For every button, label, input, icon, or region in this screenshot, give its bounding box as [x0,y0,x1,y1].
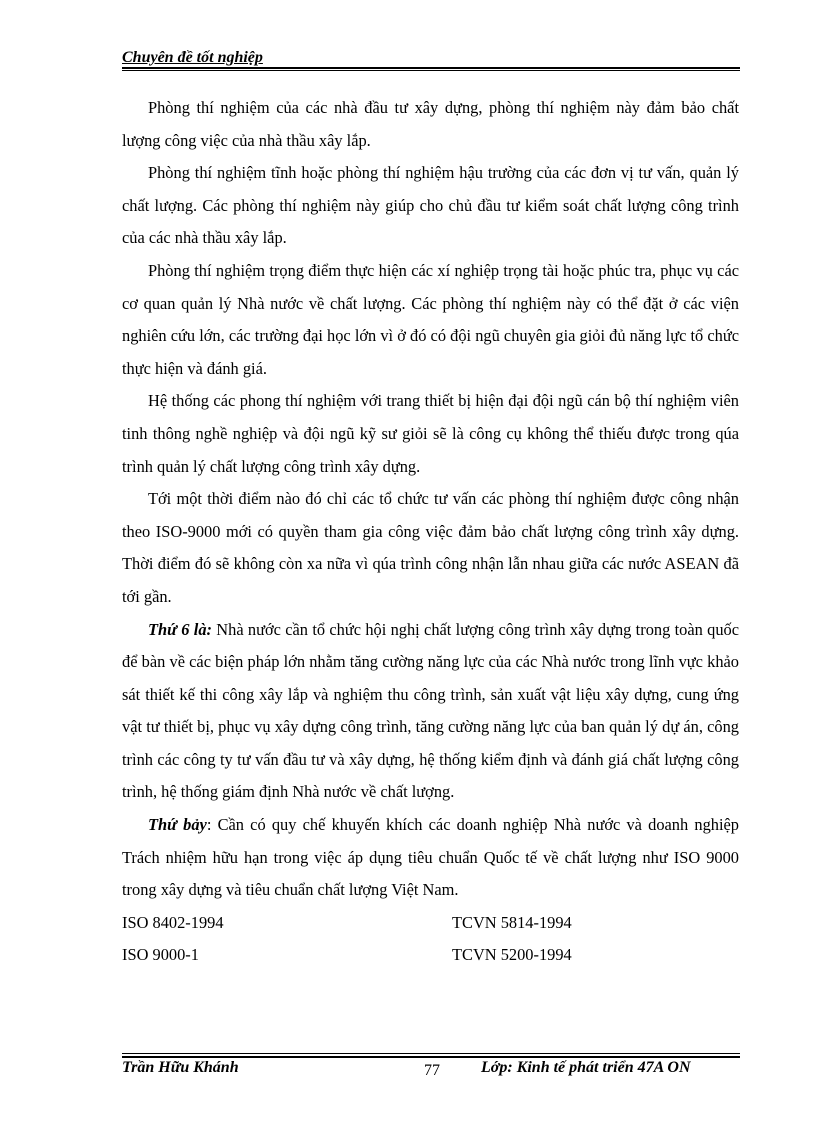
tcvn-standard: TCVN 5814-1994 [452,912,572,932]
standards-row [122,939,739,972]
paragraph-item-6 [122,614,739,810]
header-rule-thin [122,70,740,71]
paragraph: Phòng thí nghiệm của các nhà đầu tư xây dựng, phòng thí nghiệm này đảm bảo chất lượng công việc của nhà thầu xây lắp. [122,98,739,150]
footer-rule [122,1056,740,1058]
item-6-lead: Thứ 6 là: [148,619,212,639]
footer-rule-thin [122,1053,740,1054]
header-rule [122,67,740,69]
paragraph: Hệ thống các phong thí nghiệm với trang thiết bị hiện đại đội ngũ cán bộ thí nghiệm viên tinh thông nghề nghiệp và đội ngũ kỹ sư giỏi sẽ là công cụ không thể thiếu được trong qúa trình quản lý chất lượng công trình xây dựng. [122,391,739,476]
footer-class: Lớp: Kinh tế phát triển 47A ON [481,1059,691,1076]
paragraph: Phòng thí nghiệm trọng điểm thực hiện các xí nghiệp trọng tài hoặc phúc tra, phục vụ các cơ quan quản lý Nhà nước về chất lượng. Các phòng thí nghiệm này có thể đặt ở các viện nghiên cứu lớn, các trường đại học lớn vì ở đó có đội ngũ chuyên gia giỏi đủ năng lực tổ chức thực hiện và đánh giá. [122,260,739,378]
item-7-text: : Cần có quy chế khuyến khích các doanh nghiệp Nhà nước và doanh nghiệp Trách nhiệm hữu hạn trong việc áp dụng tiêu chuẩn Quốc tế về chất lượng như ISO 9000 trong xây dựng và tiêu chuẩn chất lượng Việt Nam. [122,815,740,900]
page-number: 77 [424,1062,440,1079]
standards-row [122,907,739,940]
page-header-title: Chuyên đề tốt nghiệp [122,49,263,66]
item-7-lead: Thứ bảy [148,815,207,835]
iso-standard: ISO 8402-1994 [122,912,224,932]
paragraph: Tới một thời điểm nào đó chỉ các tổ chức tư vấn các phòng thí nghiệm được công nhận theo ISO-9000 mới có quyền tham gia công việc đảm bảo chất lượng công trình xây dựng. Thời điểm đó sẽ không còn xa nữa vì qúa trình công nhận lẫn nhau giữa các nước ASEAN đã tới gần. [122,489,739,606]
footer-author: Trần Hữu Khánh [122,1059,239,1076]
item-6-text: Nhà nước cần tổ chức hội nghị chất lượng công trình xây dựng trong toàn quốc để bàn về các biện pháp lớn nhằm tăng cường năng lực của các Nhà nước trong lĩnh vực khảo sát thiết kế thi công xây lắp và nghiệm thu công trình, sản xuất vật liệu xây dựng, cung ứng vật tư thiết bị, phục vụ xây dựng công trình, tăng cường năng lực của ban quản lý dự án, công trình các công ty tư vấn đầu tư và xây dựng, hệ thống kiểm định và đánh giá chất lượng công trình, hệ thống giám định Nhà nước về chất lượng. [122,619,739,802]
paragraph: Phòng thí nghiệm tĩnh hoặc phòng thí nghiệm hậu trường của các đơn vị tư vấn, quản lý chất lượng. Các phòng thí nghiệm này giúp cho chủ đầu tư kiểm soát chất lượng công trình của các nhà thầu xây lắp. [122,163,739,248]
paragraph-item-7 [122,809,739,907]
document-body [122,92,739,972]
tcvn-standard: TCVN 5200-1994 [452,945,572,965]
iso-standard: ISO 9000-1 [122,945,199,965]
